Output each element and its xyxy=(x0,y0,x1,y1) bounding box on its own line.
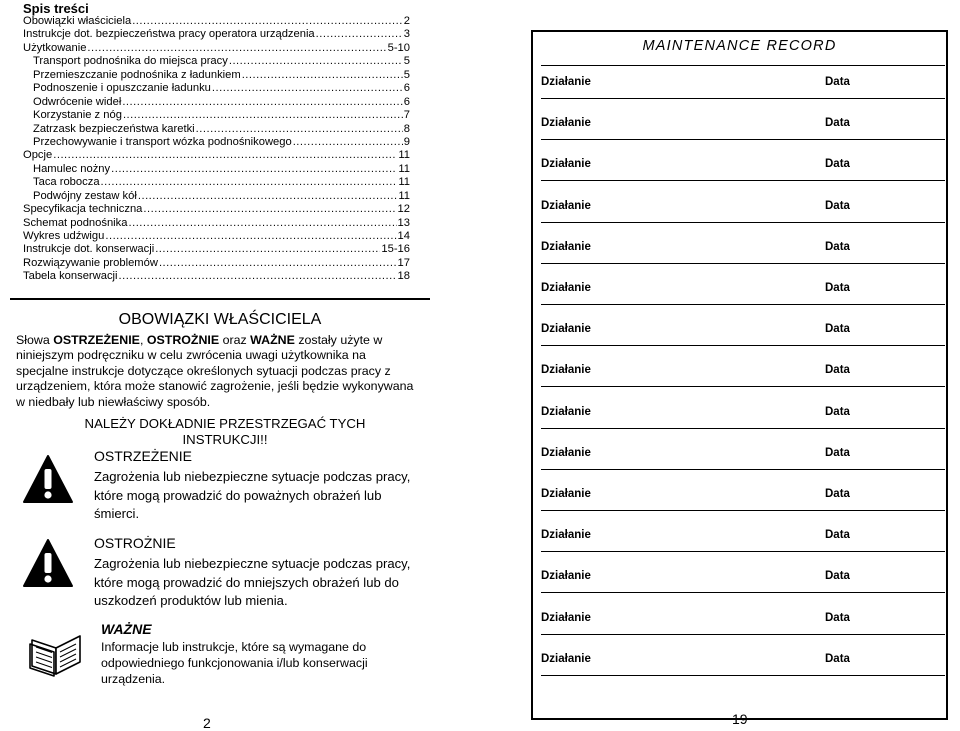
record-entry-line xyxy=(541,345,945,346)
maintenance-record-row xyxy=(541,406,938,447)
date-label: Data xyxy=(825,652,850,665)
record-entry-line xyxy=(541,634,945,635)
toc-entry-title: Rozwiązywanie problemów xyxy=(23,256,158,269)
toc-leader-dots xyxy=(143,203,396,216)
toc-leader-dots xyxy=(111,163,397,176)
open-book-icon xyxy=(26,628,86,678)
date-label: Data xyxy=(825,323,850,336)
toc-entry-page: 11 xyxy=(398,189,410,202)
record-entry-line xyxy=(541,304,945,305)
toc-entry xyxy=(23,163,410,176)
maintenance-record-title: MAINTENANCE RECORD xyxy=(642,38,837,54)
toc-entry-page: 5-10 xyxy=(387,41,410,54)
date-label: Data xyxy=(825,570,850,583)
toc-entry xyxy=(23,230,410,243)
record-entry-line xyxy=(541,98,945,99)
action-label: Działanie xyxy=(541,405,591,418)
section-divider xyxy=(10,298,430,300)
maintenance-record-row xyxy=(541,323,938,364)
toc-entry-page: 13 xyxy=(397,216,410,229)
date-label: Data xyxy=(825,405,850,418)
toc-entry-page: 14 xyxy=(397,230,410,242)
toc-leader-dots xyxy=(293,136,403,149)
toc-entry-title: Przechowywanie i transport wózka podnośnikowego xyxy=(33,135,292,148)
toc-entry-title: Tabela konserwacji xyxy=(23,270,118,283)
notice-block xyxy=(101,621,401,687)
date-label: Data xyxy=(825,488,850,500)
maintenance-record-row xyxy=(541,117,938,158)
action-label: Działanie xyxy=(541,117,591,130)
toc-leader-dots xyxy=(159,257,397,270)
toc-entry-page: 15-16 xyxy=(381,243,410,256)
toc-entry-title: Opcje xyxy=(23,149,53,162)
toc-entry-title: Obowiązki właściciela xyxy=(23,15,132,27)
caution-keyword: OSTROŻNIE xyxy=(146,333,220,347)
maintenance-record-row xyxy=(541,364,938,405)
maintenance-record-row xyxy=(541,570,938,611)
toc-entry-page: 3 xyxy=(403,28,410,41)
action-label: Działanie xyxy=(541,446,591,459)
toc-entry xyxy=(23,149,410,162)
toc-entry-page: 7 xyxy=(403,109,410,122)
toc-entry-title: Instrukcje dot. konserwacji xyxy=(23,243,155,256)
toc-leader-dots xyxy=(138,190,398,203)
toc-leader-dots xyxy=(53,149,397,162)
maintenance-record-row xyxy=(541,241,938,282)
toc-entry-title: Korzystanie z nóg xyxy=(33,109,122,122)
toc-entry-title: Podnoszenie i opuszczanie ładunku xyxy=(33,82,211,95)
record-entry-line xyxy=(541,510,945,511)
toc-entry-page: 5 xyxy=(403,55,410,68)
warning-block xyxy=(94,448,424,524)
toc-leader-dots xyxy=(101,176,398,189)
maintenance-record-row xyxy=(541,200,938,241)
toc-entry xyxy=(23,243,410,256)
owner-responsibilities-text: Słowa OSTRZEŻENIE, OSTROŻNIE oraz WAŻNE zostały użyte w niniejszym podręczniku w celu zwrócenia uwagi użytkownika na specjalne instrukcje dotyczące określonych sytuacji podczas pracy z urządzeniem, która może stanowić zagrożenie, jeśli będzie wykonywana w niedbały lub niewłaściwy sposób. xyxy=(16,333,414,409)
toc-entry xyxy=(23,28,410,41)
record-entry-line xyxy=(541,263,945,264)
toc-entry-title: Wykres udźwigu xyxy=(23,230,105,242)
date-label: Data xyxy=(825,240,850,253)
toc-entry xyxy=(23,217,410,230)
read-instructions-heading: NALEŻY DOKŁADNIE PRZESTRZEGAĆ TYCH INSTRUKCJI!! xyxy=(84,416,366,447)
exclamation-triangle-icon xyxy=(22,537,74,589)
record-entry-line xyxy=(541,469,945,470)
toc-leader-dots xyxy=(155,243,380,256)
maintenance-record-box xyxy=(531,30,948,720)
action-label: Działanie xyxy=(541,652,591,665)
toc-leader-dots xyxy=(316,28,403,41)
toc-entry xyxy=(23,190,410,203)
record-entry-line xyxy=(541,222,945,223)
action-label: Działanie xyxy=(541,323,591,336)
maintenance-record-row xyxy=(541,488,938,529)
toc-entry-page: 11 xyxy=(398,162,410,175)
date-label: Data xyxy=(825,611,850,624)
record-entry-line xyxy=(541,675,945,676)
action-label: Działanie xyxy=(541,76,591,88)
action-label: Działanie xyxy=(541,199,591,212)
toc-entry-page: 5 xyxy=(403,68,410,81)
toc-leader-dots xyxy=(212,82,403,95)
date-label: Data xyxy=(825,282,850,294)
notice-heading: WAŻNE xyxy=(101,621,152,637)
date-label: Data xyxy=(825,364,850,377)
toc-leader-dots xyxy=(132,15,403,28)
maintenance-record-row xyxy=(541,158,938,199)
toc-entry xyxy=(23,136,410,149)
action-label: Działanie xyxy=(541,158,591,171)
maintenance-record-row xyxy=(541,76,938,117)
warning-heading: OSTRZEŻENIE xyxy=(94,448,193,464)
maintenance-record-row xyxy=(541,447,938,488)
toc-title: Spis treści xyxy=(23,1,89,16)
maintenance-record-row xyxy=(541,653,938,694)
page-number-right: 19 xyxy=(732,711,748,727)
toc-entry-title: Specyfikacja techniczna xyxy=(23,203,143,216)
toc-entry-title: Hamulec nożny xyxy=(33,162,111,175)
toc-entry-title: Przemieszczanie podnośnika z ładunkiem xyxy=(33,68,241,81)
toc-leader-dots xyxy=(196,123,403,136)
record-entry-line xyxy=(541,592,945,593)
toc-leader-dots xyxy=(229,55,403,68)
record-entry-line xyxy=(541,386,945,387)
caution-heading: OSTROŻNIE xyxy=(94,535,176,551)
maintenance-record-row xyxy=(541,612,938,653)
toc-entry-title: Podwójny zestaw kół xyxy=(33,189,137,202)
toc-entry-page: 11 xyxy=(398,149,410,162)
toc-entry xyxy=(23,257,410,270)
toc-entry-title: Instrukcje dot. bezpieczeństwa pracy operatora urządzenia xyxy=(23,28,315,41)
toc-leader-dots xyxy=(122,96,402,109)
action-label: Działanie xyxy=(541,364,591,377)
toc-leader-dots xyxy=(128,217,396,230)
page-number-left: 2 xyxy=(203,715,211,731)
toc-entry-page: 2 xyxy=(403,15,410,27)
toc-entry xyxy=(23,69,410,82)
action-label: Działanie xyxy=(541,570,591,583)
exclamation-triangle-icon xyxy=(22,453,74,505)
record-entry-line xyxy=(541,551,945,552)
toc-entry-title: Odwrócenie wideł xyxy=(33,95,122,108)
toc-entry xyxy=(23,82,410,95)
date-label: Data xyxy=(825,76,850,88)
maintenance-record-row xyxy=(541,282,938,323)
toc-leader-dots xyxy=(119,270,397,283)
action-label: Działanie xyxy=(541,529,591,542)
date-label: Data xyxy=(825,529,850,542)
table-of-contents xyxy=(23,15,410,284)
notice-keyword: WAŻNE xyxy=(250,333,295,347)
toc-entry xyxy=(23,109,410,122)
date-label: Data xyxy=(825,446,850,459)
warning-body: Zagrożenia lub niebezpieczne sytuacje podczas pracy, które mogą prowadzić do poważnych obrażeń lub śmierci. xyxy=(94,469,411,522)
action-label: Działanie xyxy=(541,240,591,253)
left-page xyxy=(0,0,440,730)
date-label: Data xyxy=(825,117,850,130)
warning-keyword: OSTRZEŻENIE xyxy=(53,333,140,347)
toc-entry-title: Użytkowanie xyxy=(23,41,87,54)
toc-entry xyxy=(23,15,410,28)
action-label: Działanie xyxy=(541,282,591,294)
owner-responsibilities-title: OBOWIĄZKI WŁAŚCICIELA xyxy=(118,311,322,328)
toc-leader-dots xyxy=(87,42,386,55)
record-entry-line xyxy=(541,428,945,429)
toc-leader-dots xyxy=(105,230,396,243)
toc-entry-page: 12 xyxy=(397,203,410,216)
caution-body: Zagrożenia lub niebezpieczne sytuacje podczas pracy, które mogą prowadzić do mniejszych obrażeń lub do uszkodzeń produktów lub mienia. xyxy=(94,556,411,609)
date-label: Data xyxy=(825,158,850,171)
toc-entry-title: Transport podnośnika do miejsca pracy xyxy=(33,55,228,68)
toc-entry xyxy=(23,176,410,189)
toc-entry xyxy=(23,42,410,55)
toc-entry-title: Zatrzask bezpieczeństwa karetki xyxy=(33,122,195,135)
toc-entry xyxy=(23,55,410,68)
toc-entry-page: 18 xyxy=(397,270,410,283)
toc-entry-page: 6 xyxy=(403,82,410,95)
action-label: Działanie xyxy=(541,611,591,624)
action-label: Działanie xyxy=(541,488,591,500)
toc-entry-page: 17 xyxy=(397,256,410,269)
caution-block xyxy=(94,535,424,611)
toc-entry-page: 8 xyxy=(403,122,410,135)
toc-entry xyxy=(23,203,410,216)
toc-entry-title: Taca robocza xyxy=(33,176,100,189)
date-label: Data xyxy=(825,199,850,212)
record-entry-line xyxy=(541,139,945,140)
toc-entry-page: 6 xyxy=(403,95,410,108)
toc-entry xyxy=(23,270,410,283)
record-entry-line xyxy=(541,180,945,181)
toc-leader-dots xyxy=(242,69,403,82)
maintenance-record-row xyxy=(541,529,938,570)
record-entry-line xyxy=(541,65,945,66)
toc-entry-page: 11 xyxy=(398,176,410,189)
toc-leader-dots xyxy=(123,109,403,122)
toc-entry xyxy=(23,96,410,109)
toc-entry-title: Schemat podnośnika xyxy=(23,216,128,229)
toc-entry xyxy=(23,123,410,136)
toc-entry-page: 9 xyxy=(403,135,410,148)
notice-body: Informacje lub instrukcje, które są wymagane do odpowiedniego funkcjonowania i/lub konserwacji urządzenia. xyxy=(101,640,368,686)
